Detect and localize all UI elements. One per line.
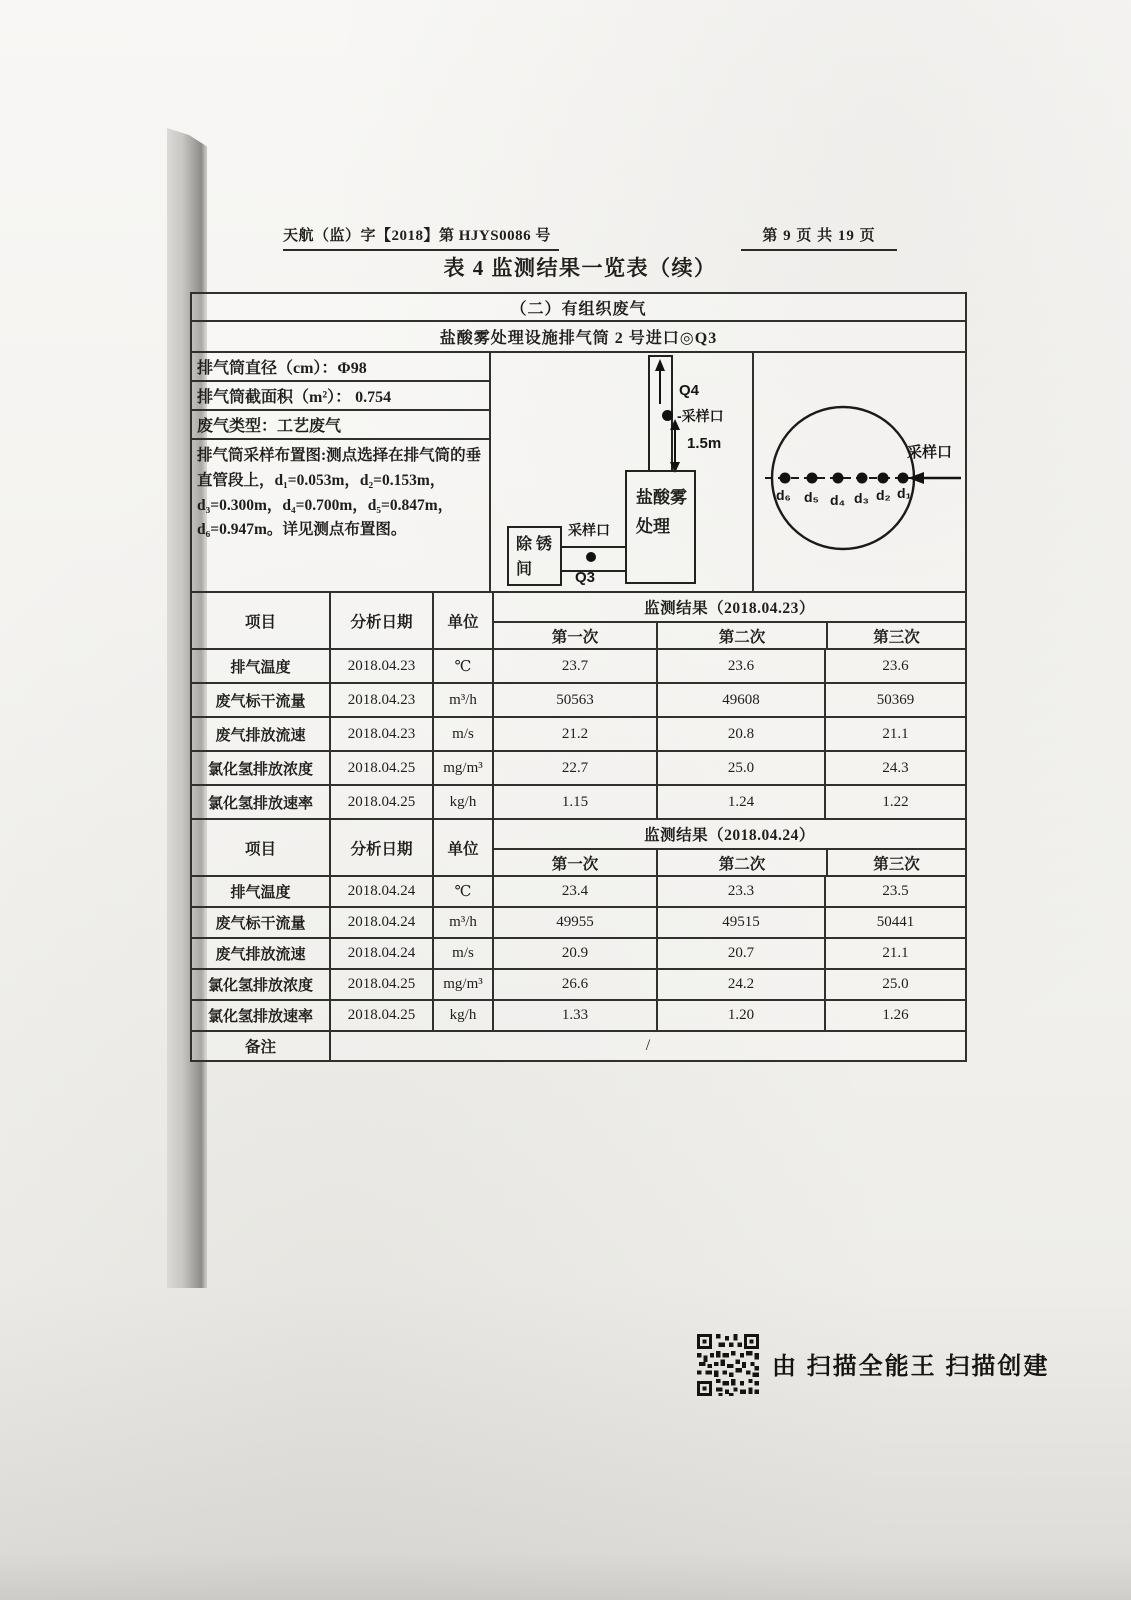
cell-item: 废气标干流量 (215, 693, 306, 710)
dash-decor: - (677, 408, 682, 424)
cell-value-2: 49515 (656, 908, 824, 937)
stack-diameter: 排气筒直径（cm）：Φ98 (192, 353, 489, 382)
table-row (192, 784, 965, 818)
run-header-1: 第一次 (551, 855, 599, 873)
cell-value-2: 1.24 (656, 786, 824, 818)
treatment-box-line2: 处理 (636, 516, 670, 536)
subsection-title-stack-inlet-q3: 盐酸雾处理设施排气筒 2 号进口◎Q3 (192, 320, 965, 351)
cell-value-3: 23.6 (824, 650, 965, 682)
waste-gas-type: 废气类型：工艺废气 (192, 411, 489, 440)
table-row (192, 999, 965, 1030)
cell-value-3: 23.5 (824, 877, 965, 906)
q3-port-label: 采样口 (568, 522, 610, 538)
col-header-unit: 单位 (432, 820, 492, 875)
table-row (192, 682, 965, 716)
table-row (192, 875, 965, 906)
point-label-d6: d₆ (776, 487, 791, 503)
stack-info-and-diagram-row (192, 351, 965, 591)
cell-value-3: 50369 (824, 684, 965, 716)
cell-item: 排气温度 (230, 659, 291, 676)
table-row (192, 937, 965, 968)
col-header-date: 分析日期 (329, 593, 432, 648)
cell-value-2: 1.20 (656, 1001, 824, 1030)
distance-label: 1.5m (687, 435, 722, 452)
q3-label: Q3 (575, 569, 596, 586)
cell-item: 废气标干流量 (215, 916, 306, 932)
cell-value-1: 49955 (492, 908, 656, 937)
cell-value-2: 49608 (656, 684, 824, 716)
cell-date: 2018.04.24 (329, 877, 432, 906)
cell-value-2: 20.8 (656, 718, 824, 750)
cell-value-3: 21.1 (824, 718, 965, 750)
section-title-organized-waste-gas: （二）有组织废气 (510, 300, 647, 318)
cell-item: 氯化氢排放速率 (207, 1009, 313, 1025)
cell-value-2: 20.7 (656, 939, 824, 968)
run-header-3: 第三次 (826, 623, 965, 648)
cell-unit: kg/h (432, 1001, 492, 1030)
point-label-d4: d₄ (830, 492, 846, 508)
remark-value: / (329, 1032, 965, 1060)
sampling-layout-note: 排气筒采样布置图:测点选择在排气筒的垂直管段上，d₁=0.053m，d₂=0.153m，d₃=0.300m，d₄=0.700m，d₅=0.847m，d₆=0.947m。详见测点布置图。 (197, 447, 482, 539)
cell-item: 废气排放流速 (215, 947, 306, 963)
cell-unit: ℃ (432, 877, 492, 906)
cell-value-3: 1.22 (824, 786, 965, 818)
cell-unit: m³/h (432, 684, 492, 716)
cell-date: 2018.04.24 (329, 908, 432, 937)
cell-item: 废气排放流速 (215, 727, 306, 744)
col-header-date: 分析日期 (329, 820, 432, 875)
run-headers (494, 850, 965, 875)
cell-value-1: 26.6 (492, 970, 656, 999)
cell-date: 2018.04.23 (329, 718, 432, 750)
run-header-2: 第二次 (656, 623, 826, 648)
run-header-3: 第三次 (826, 850, 965, 875)
cell-value-3: 21.1 (824, 939, 965, 968)
stack-cross-section: 排气筒截面积（m²）： 0.754 (192, 382, 489, 411)
remark-row (192, 1030, 965, 1060)
cell-value-3: 50441 (824, 908, 965, 937)
results-group-2 (492, 820, 965, 875)
q3-sampling-dot (586, 552, 596, 562)
run-header-1: 第一次 (551, 628, 599, 646)
circle-port-label: 采样口 (907, 444, 953, 461)
cell-unit: mg/m³ (432, 970, 492, 999)
cross-section-svg (754, 353, 963, 591)
cell-date: 2018.04.25 (329, 786, 432, 818)
cell-value-1: 50563 (492, 684, 656, 716)
acid-mist-treatment-box (625, 470, 696, 584)
results-title-0423: 监测结果（2018.04.23） (494, 593, 965, 623)
point-label-d5: d₅ (804, 489, 819, 505)
cell-value-2: 25.0 (656, 752, 824, 784)
cell-value-2: 24.2 (656, 970, 824, 999)
cell-date: 2018.04.23 (329, 650, 432, 682)
cell-value-2: 23.3 (656, 877, 824, 906)
cell-value-1: 21.2 (492, 718, 656, 750)
table-row (192, 648, 965, 682)
derust-box-line2: 间 (516, 560, 533, 578)
remark-label: 备注 (244, 1039, 276, 1056)
cell-unit: m/s (432, 939, 492, 968)
document-number: 天航（监）字【2018】第 HJYS0086 号 (283, 224, 559, 251)
run-header-2: 第二次 (656, 850, 826, 875)
cell-value-3: 25.0 (824, 970, 965, 999)
cell-item: 氯化氢排放浓度 (207, 978, 313, 994)
cell-unit: ℃ (432, 650, 492, 682)
cell-value-3: 24.3 (824, 752, 965, 784)
q4-port-label (677, 406, 724, 426)
point-label-d2: d₂ (876, 487, 891, 503)
cell-value-1: 23.7 (492, 650, 656, 682)
table-row (192, 716, 965, 750)
col-header-item: 项目 (244, 840, 276, 858)
camscanner-watermark-text: 由 扫描全能王 扫描创建 (772, 1353, 1050, 1380)
cell-item: 氯化氢排放速率 (207, 795, 313, 812)
cell-date: 2018.04.25 (329, 1001, 432, 1030)
flow-diagram (489, 353, 752, 591)
table-row (192, 750, 965, 784)
cell-item: 排气温度 (230, 885, 291, 901)
run-headers (494, 623, 965, 648)
point-label-d3: d₃ (854, 490, 870, 506)
derust-room-box (507, 526, 562, 586)
cell-value-2: 23.6 (656, 650, 824, 682)
cell-value-1: 1.15 (492, 786, 656, 818)
cell-item: 氯化氢排放浓度 (207, 761, 313, 778)
cell-value-3: 1.26 (824, 1001, 965, 1030)
cell-unit: m/s (432, 718, 492, 750)
col-header-item: 项目 (244, 613, 276, 631)
table-row (192, 968, 965, 999)
page-title: 表 4 监测结果一览表（续） (443, 256, 717, 280)
derust-box-line1: 除 锈 (516, 536, 553, 553)
q4-label: Q4 (679, 382, 700, 399)
cell-date: 2018.04.24 (329, 939, 432, 968)
cell-value-1: 20.9 (492, 939, 656, 968)
page-number: 第 9 页 共 19 页 (741, 224, 897, 251)
stack-info-column (192, 353, 489, 591)
cell-date: 2018.04.25 (329, 752, 432, 784)
cell-date: 2018.04.23 (329, 684, 432, 716)
cell-date: 2018.04.25 (329, 970, 432, 999)
col-header-unit: 单位 (432, 593, 492, 648)
results-group-1 (492, 593, 965, 648)
cell-unit: m³/h (432, 908, 492, 937)
cell-value-1: 22.7 (492, 752, 656, 784)
cell-value-1: 23.4 (492, 877, 656, 906)
distance-arrow-icon (668, 419, 682, 473)
qr-code-icon (697, 1333, 759, 1397)
monitoring-table (190, 292, 967, 1062)
cell-value-1: 1.33 (492, 1001, 656, 1030)
results-header-2 (192, 818, 965, 875)
treatment-box-line1: 盐酸雾 (636, 488, 687, 507)
table-row (192, 906, 965, 937)
stack-cross-section-diagram (752, 353, 965, 591)
cell-unit: mg/m³ (432, 752, 492, 784)
cell-unit: kg/h (432, 786, 492, 818)
results-title-0424: 监测结果（2018.04.24） (494, 820, 965, 850)
up-arrow-icon (652, 359, 668, 405)
q4-port-text: 采样口 (681, 408, 724, 424)
point-label-d1: d₁ (897, 485, 912, 501)
results-header-1 (192, 591, 965, 648)
